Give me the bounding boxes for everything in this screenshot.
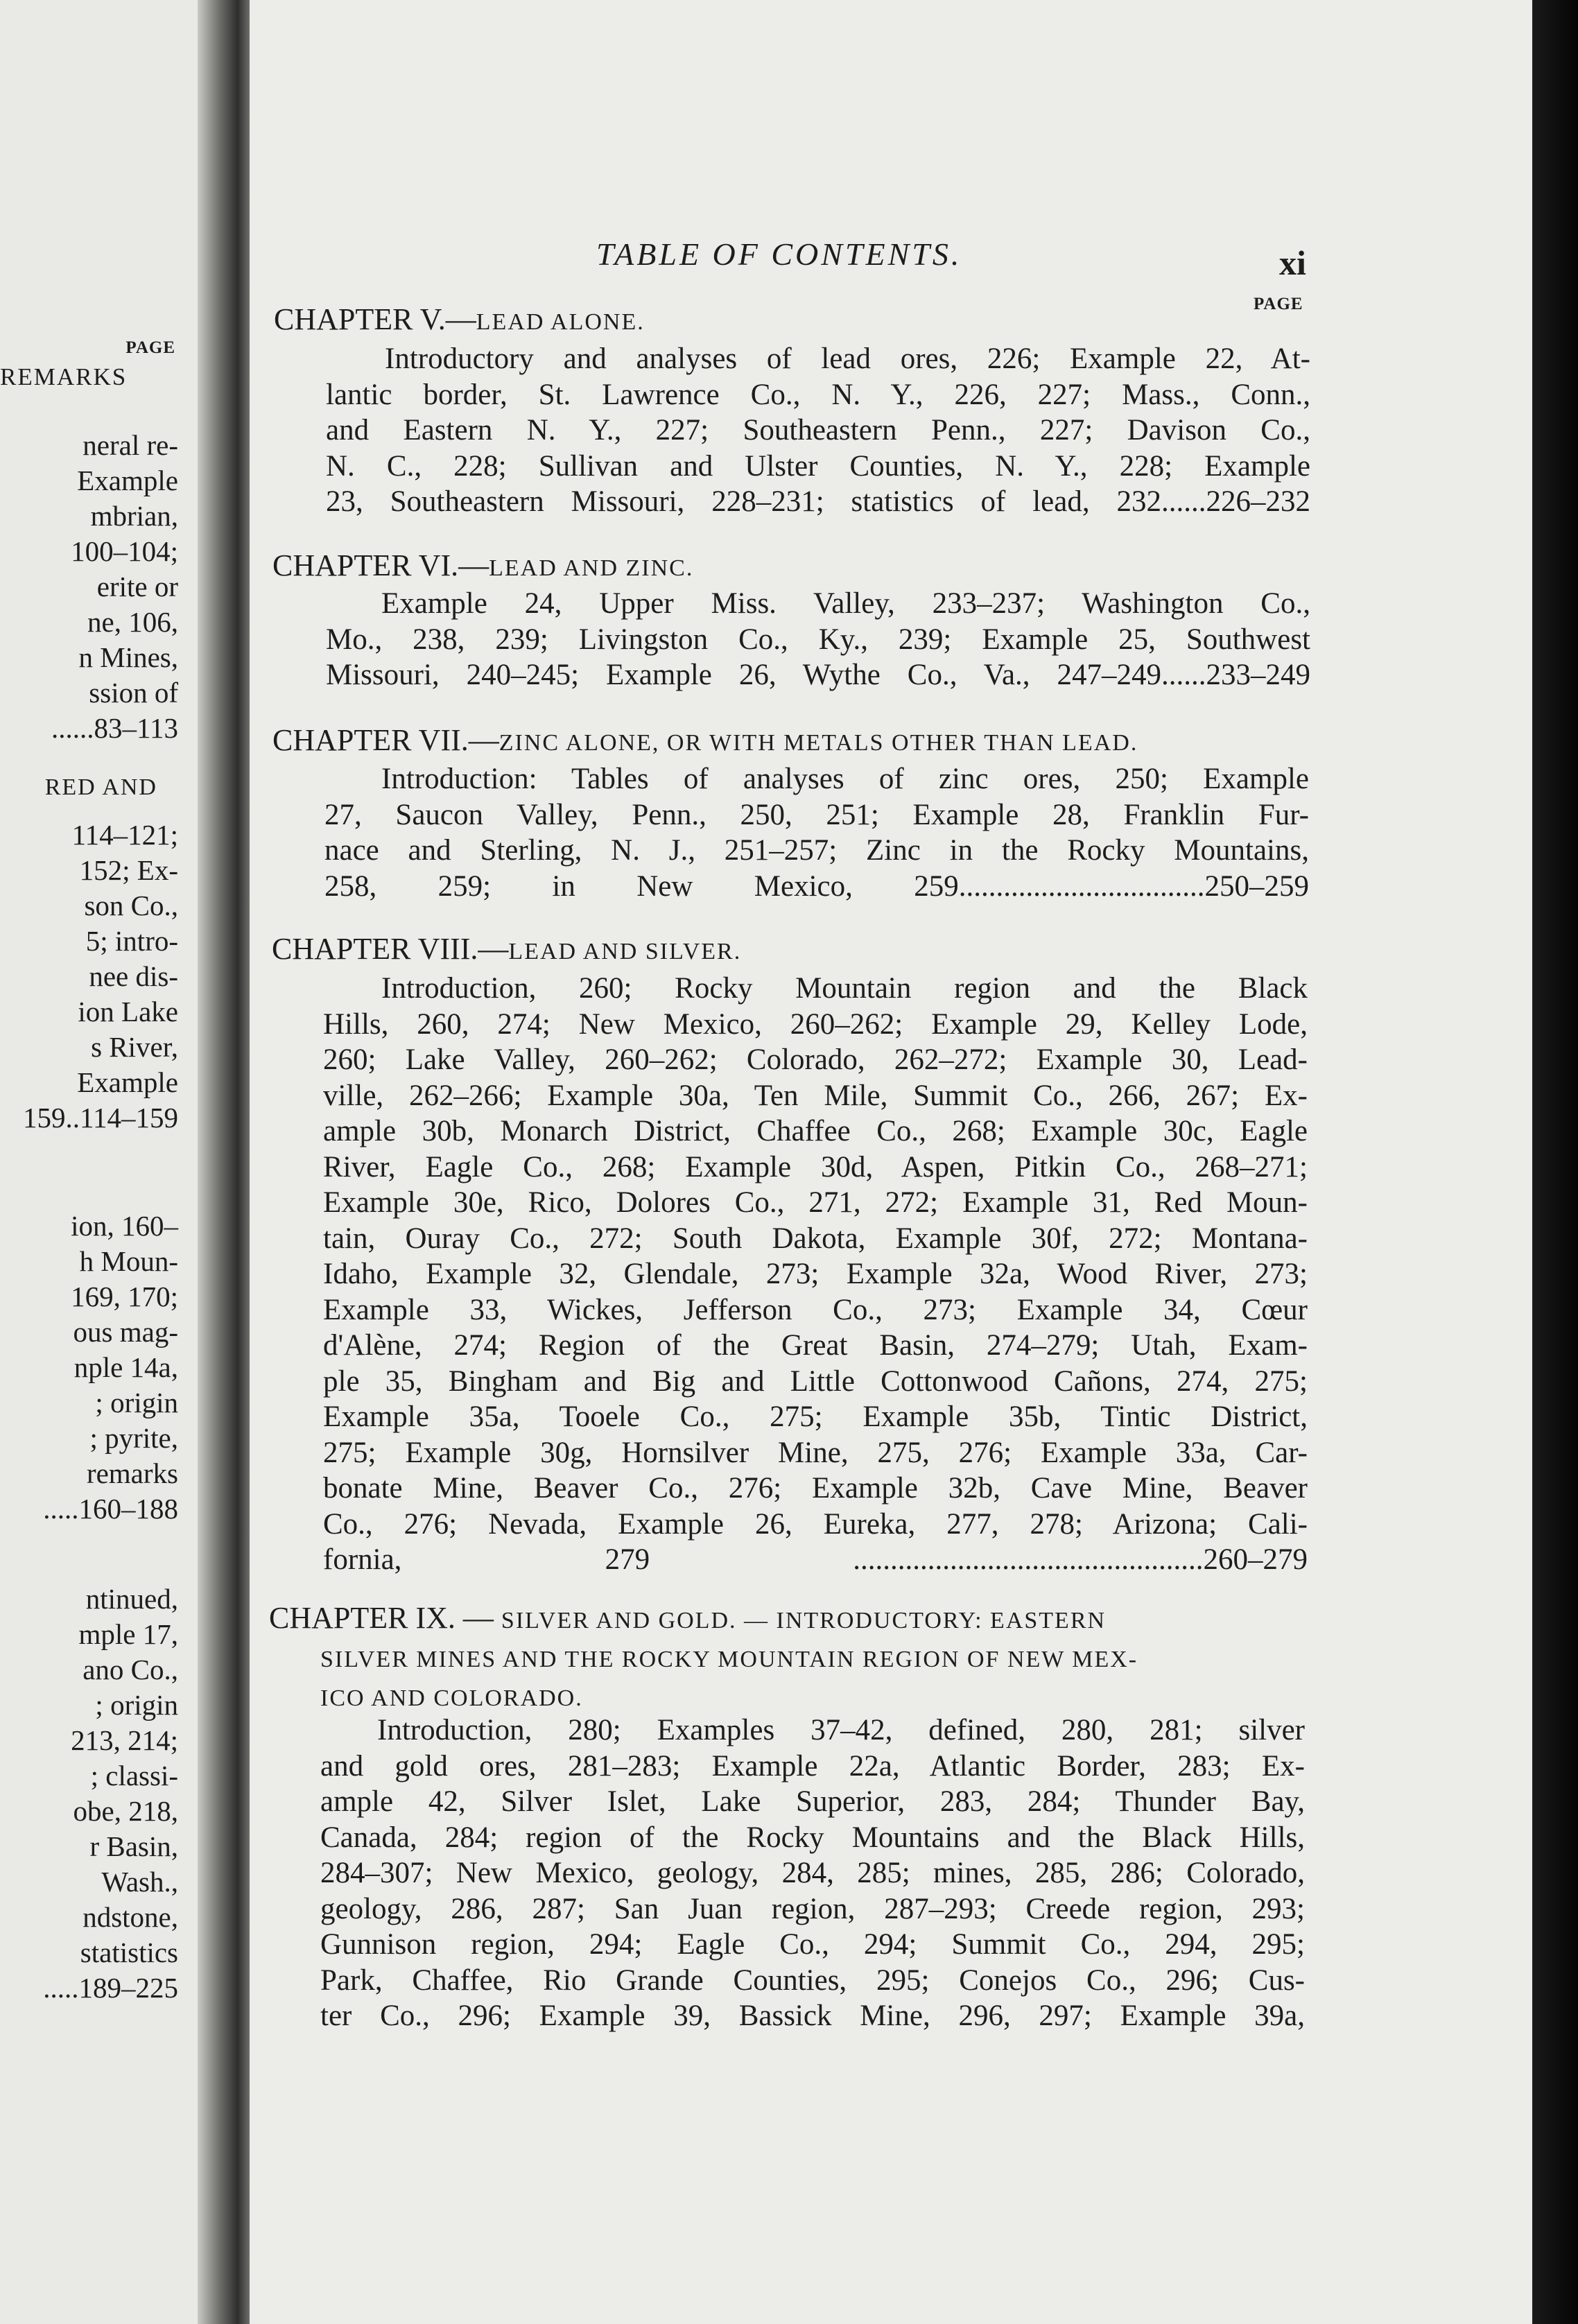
toc-entry-line: Introductory and analyses of lead ores, 226; Example 22, At-: [385, 342, 1310, 375]
chapter-title: [269, 1600, 1578, 1639]
chapter-title: [272, 548, 1578, 587]
left-page-line: obe, 218,: [73, 1795, 178, 1827]
left-page-line: Wash.,: [101, 1866, 178, 1898]
chapter-subject: ZINC ALONE, OR WITH METALS OTHER THAN LEAD.: [498, 730, 1138, 756]
left-page-line: mple 17,: [78, 1618, 178, 1650]
toc-entry-line: ample 42, Silver Islet, Lake Superior, 283, 284; Thunder Bay,: [320, 1785, 1305, 1818]
chapter-number: CHAPTER VIII.—: [272, 932, 509, 966]
left-page-line: son Co.,: [84, 890, 178, 921]
toc-entry-line: 27, Saucon Valley, Penn., 250, 251; Example 28, Franklin Fur-: [324, 798, 1309, 831]
toc-entry-line: 258, 259; in New Mexico, 259.................................250–259: [324, 869, 1309, 903]
page-column-label: PAGE: [1254, 295, 1303, 313]
left-page-line: remarks: [86, 1457, 178, 1489]
toc-entry-line: d'Alène, 274; Region of the Great Basin, 274–279; Utah, Exam-: [323, 1329, 1308, 1362]
left-page-line: 152; Ex-: [79, 854, 178, 886]
chapter-v-entries: [326, 341, 1310, 520]
toc-entry-line: Introduction, 280; Examples 37–42, defined, 280, 281; silver: [377, 1714, 1305, 1746]
toc-entry-line: bonate Mine, Beaver Co., 276; Example 32b, Cave Mine, Beaver: [323, 1472, 1308, 1504]
left-page-line: Example: [77, 1066, 178, 1098]
toc-entry-line: Gunnison region, 294; Eagle Co., 294; Summit Co., 294, 295;: [320, 1928, 1305, 1961]
page-folio: xi: [1279, 243, 1306, 282]
left-page-line: erite or: [96, 571, 178, 602]
left-page-line: h Moun-: [79, 1245, 178, 1277]
left-page-line: ......83–113: [51, 712, 178, 744]
toc-entry-line: Introduction, 260; Rocky Mountain region and the Black: [381, 972, 1308, 1005]
left-page-line: r Basin,: [89, 1830, 178, 1862]
page-header-title: TABLE OF CONTENTS.: [596, 236, 962, 272]
toc-entry-line: Mo., 238, 239; Livingston Co., Ky., 239; Example 25, Southwest: [326, 623, 1310, 656]
toc-entry-line: Missouri, 240–245; Example 26, Wythe Co., Va., 247–249......233–249: [326, 659, 1310, 691]
chapter-number: CHAPTER V.—: [274, 302, 476, 336]
left-page-line: ntinued,: [85, 1583, 178, 1615]
left-page-line: mbrian,: [90, 500, 178, 532]
left-page-line: 114–121;: [71, 819, 178, 851]
toc-entry-line: ter Co., 296; Example 39, Bassick Mine, 296, 297; Example 39a,: [320, 2000, 1305, 2032]
left-page-line: 213, 214;: [71, 1724, 178, 1756]
chapter-vi: [272, 548, 1578, 587]
chapter-subject-cont: ICO AND COLORADO.: [320, 1685, 583, 1711]
left-page-line: ion, 160–: [71, 1210, 178, 1242]
left-page-line: ; origin: [95, 1387, 178, 1419]
chapter-number: CHAPTER VI.—: [272, 548, 489, 582]
toc-entry-line: N. C., 228; Sullivan and Ulster Counties, N. Y., 228; Example: [326, 449, 1310, 483]
toc-entry-line: Example 33, Wickes, Jefferson Co., 273; Example 34, Cœur: [323, 1293, 1308, 1326]
chapter-ix-entries: [320, 1712, 1305, 2034]
left-page-line: ssion of: [89, 677, 178, 709]
toc-entry-line: 275; Example 30g, Hornsilver Mine, 275, 276; Example 33a, Car-: [323, 1436, 1308, 1469]
left-page-line: .....160–188: [43, 1493, 178, 1525]
toc-entry-line: nace and Sterling, N. J., 251–257; Zinc in the Rocky Mountains,: [324, 834, 1309, 867]
left-page-line: 159..114–159: [23, 1102, 178, 1134]
toc-entry-line: and gold ores, 281–283; Example 22a, Atlantic Border, 283; Ex-: [320, 1749, 1305, 1783]
toc-entry-line: Park, Chaffee, Rio Grande Counties, 295; Conejos Co., 296; Cus-: [320, 1963, 1305, 1997]
left-page-line: statistics: [80, 1936, 178, 1968]
chapter-v: [274, 302, 1578, 340]
toc-entry-line: Example 30e, Rico, Dolores Co., 271, 272; Example 31, Red Moun-: [323, 1186, 1308, 1219]
page-edge: [1532, 0, 1578, 2324]
left-page-line: Example: [77, 465, 178, 496]
chapter-ix: [269, 1600, 1578, 1717]
toc-entry-line: 284–307; New Mexico, geology, 284, 285; mines, 285, 286; Colorado,: [320, 1857, 1305, 1889]
toc-entry-line: River, Eagle Co., 268; Example 30d, Aspen, Pitkin Co., 268–271;: [323, 1150, 1308, 1183]
toc-entry-line: Canada, 284; region of the Rocky Mountains and the Black Hills,: [320, 1821, 1305, 1854]
toc-entry-line: Example 35a, Tooele Co., 275; Example 35b, Tintic District,: [323, 1401, 1308, 1433]
chapter-vi-entries: [326, 586, 1310, 693]
left-page-line: ; origin: [95, 1689, 178, 1721]
left-page-line: 5; intro-: [85, 925, 178, 957]
left-page-line: ion Lake: [78, 996, 178, 1027]
toc-entry-line: Idaho, Example 32, Glendale, 273; Example 32a, Wood River, 273;: [323, 1258, 1308, 1290]
left-page-fragment: [0, 0, 211, 2324]
toc-entry-line: geology, 286, 287; San Juan region, 287–293; Creede region, 293;: [320, 1892, 1305, 1925]
chapter-vii: [272, 722, 1578, 761]
left-page-line: .....189–225: [43, 1972, 178, 2004]
toc-entry-line: Hills, 260, 274; New Mexico, 260–262; Example 29, Kelley Lode,: [323, 1007, 1308, 1041]
chapter-vii-entries: [324, 761, 1309, 904]
left-page-line: ne, 106,: [87, 606, 178, 638]
chapter-title-line-2: [269, 1639, 1578, 1678]
toc-entry-line: Co., 276; Nevada, Example 26, Eureka, 277, 278; Arizona; Cali-: [323, 1507, 1308, 1541]
toc-entry-line: and Eastern N. Y., 227; Southeastern Penn., 227; Davison Co.,: [326, 414, 1310, 446]
chapter-number: CHAPTER VII.—: [272, 723, 499, 757]
toc-entry-line: ample 30b, Monarch District, Chaffee Co., 268; Example 30c, Eagle: [323, 1115, 1308, 1147]
chapter-viii: [272, 931, 1578, 970]
left-page-line: nee dis-: [89, 960, 178, 992]
toc-entry-line: 23, Southeastern Missouri, 228–231; statistics of lead, 232......226–232: [326, 485, 1310, 518]
toc-entry-line: fornia, 279 ...............................................260–279: [323, 1543, 1308, 1576]
left-page-line: 100–104;: [71, 535, 178, 567]
left-page-line: ous mag-: [73, 1316, 178, 1348]
left-page-line: ano Co.,: [83, 1654, 178, 1685]
left-page-line: n Mines,: [78, 641, 178, 673]
left-remarks-label: REMARKS: [0, 363, 128, 390]
chapter-subject: SILVER AND GOLD. — INTRODUCTORY: EASTERN: [501, 1608, 1107, 1633]
left-page-label: PAGE: [125, 338, 175, 357]
toc-entry-line: Example 24, Upper Miss. Valley, 233–237; Washington Co.,: [381, 587, 1310, 620]
left-page-line: nple 14a,: [73, 1351, 178, 1383]
chapter-title: [274, 302, 1578, 340]
toc-entry-line: lantic border, St. Lawrence Co., N. Y., 226, 227; Mass., Conn.,: [326, 378, 1310, 411]
chapter-viii-entries: [323, 971, 1308, 1578]
toc-entry-line: Introduction: Tables of analyses of zinc ores, 250; Example: [381, 763, 1309, 795]
chapter-number: CHAPTER IX. —: [269, 1601, 501, 1635]
toc-entry-line: ple 35, Bingham and Big and Little Cottonwood Cañons, 274, 275;: [323, 1364, 1308, 1398]
toc-entry-line: 260; Lake Valley, 260–262; Colorado, 262–272; Example 30, Lead-: [323, 1043, 1308, 1076]
left-page-line: RED AND: [44, 774, 157, 800]
left-page-line: neral re-: [83, 429, 178, 461]
chapter-subject: LEAD AND ZINC.: [489, 555, 694, 581]
chapter-title-line-3: [269, 1678, 1578, 1717]
chapter-subject-cont: SILVER MINES AND THE ROCKY MOUNTAIN REGION OF NEW MEX-: [320, 1647, 1138, 1672]
left-page-line: s River,: [91, 1031, 178, 1063]
chapter-title: [272, 931, 1578, 970]
left-page-line: ; classi-: [90, 1760, 178, 1792]
left-page-line: ndstone,: [83, 1901, 178, 1933]
chapter-subject: LEAD ALONE.: [476, 309, 645, 335]
toc-entry-line: tain, Ouray Co., 272; South Dakota, Example 30f, 272; Montana-: [323, 1222, 1308, 1255]
toc-entry-line: ville, 262–266; Example 30a, Ten Mile, Summit Co., 266, 267; Ex-: [323, 1079, 1308, 1112]
chapter-title: [272, 722, 1578, 761]
left-page-line: ; pyrite,: [89, 1422, 178, 1454]
left-page-line: 169, 170;: [71, 1281, 178, 1312]
chapter-subject: LEAD AND SILVER.: [508, 939, 742, 964]
